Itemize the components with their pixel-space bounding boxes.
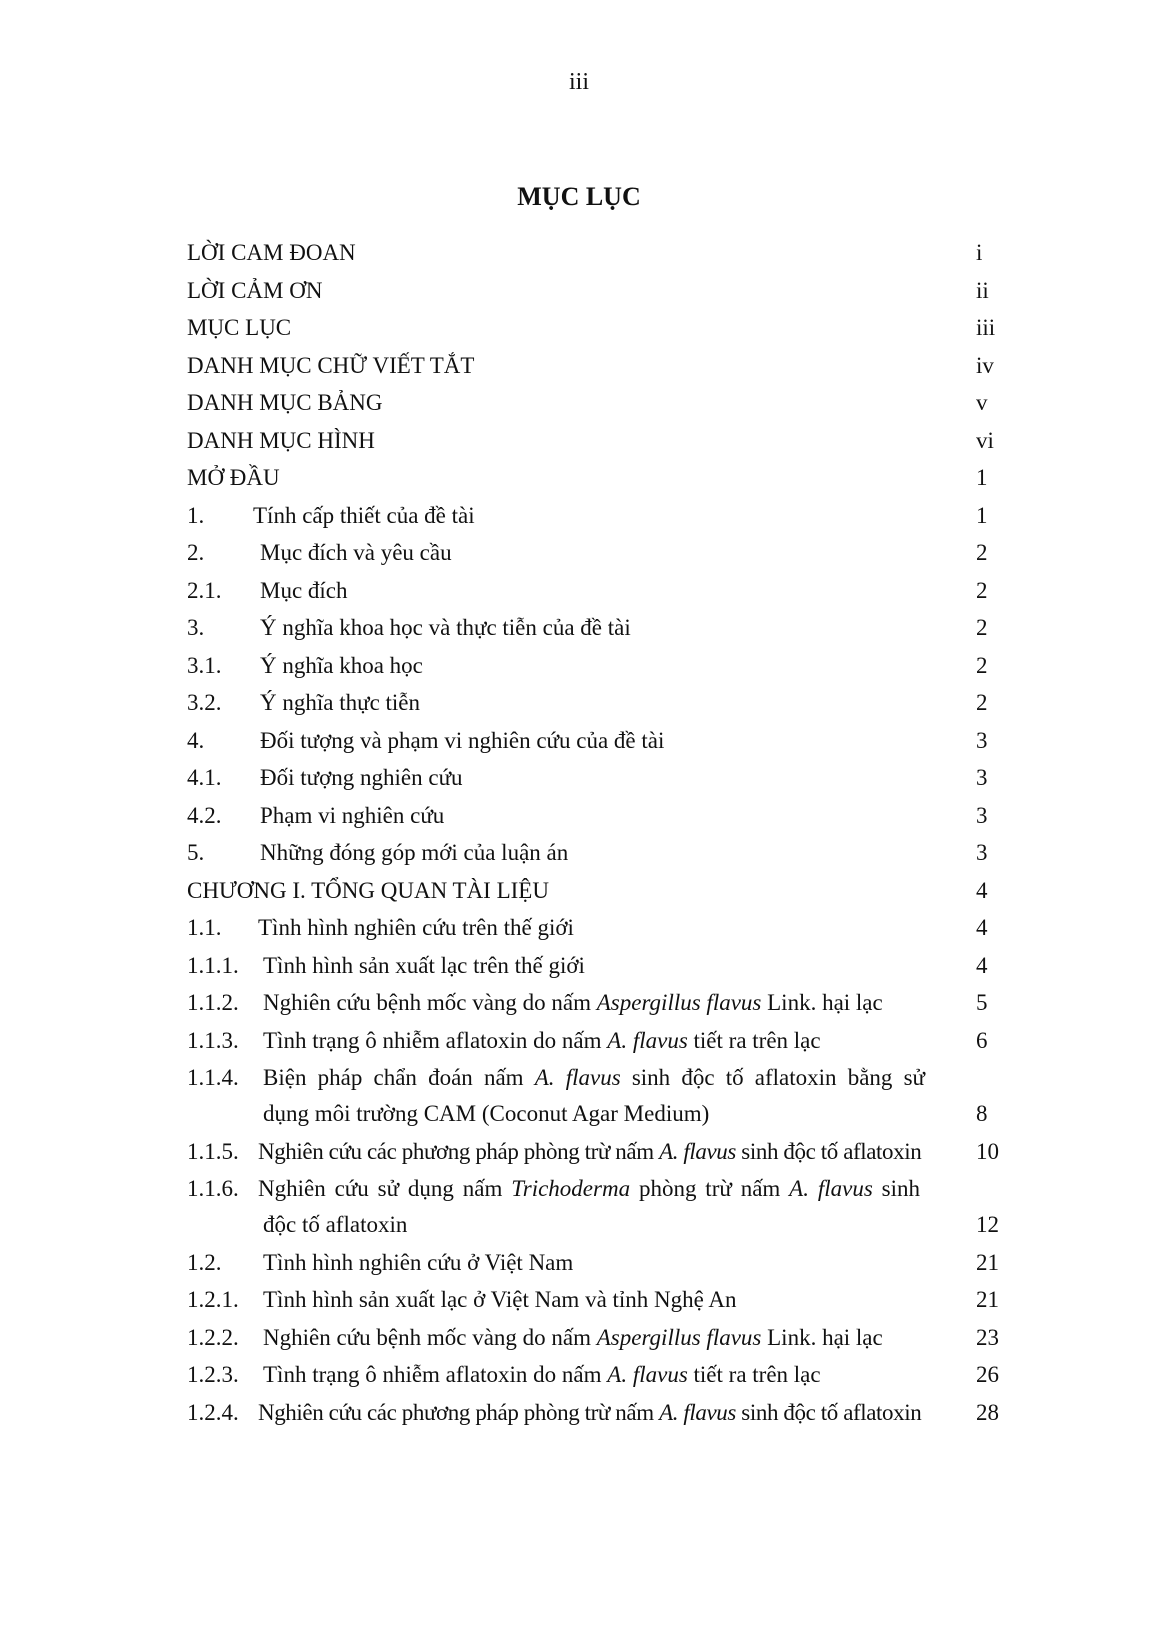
toc-entry-number: 3.1. — [187, 652, 222, 678]
toc-entry-text: Tính cấp thiết của đề tài — [253, 502, 475, 528]
toc-entry-number: 4.2. — [187, 802, 222, 828]
toc-entry-number: 1.1.6. — [187, 1176, 239, 1201]
toc-entry-page: 2 — [976, 690, 988, 715]
toc-entry-page: 8 — [976, 1101, 988, 1126]
toc-entry-page: 2 — [976, 577, 988, 603]
toc-entry-text-part: Tình trạng ô nhiễm aflatoxin do nấm — [263, 1027, 608, 1053]
species-name: A. flavus — [607, 1027, 688, 1053]
toc-entry[interactable] — [0, 1244, 1158, 1282]
toc-entry-page: 28 — [976, 1399, 999, 1425]
toc-entry-page: i — [976, 240, 983, 265]
toc-entry[interactable] — [0, 497, 1158, 535]
toc-entry-number: 1.1.5. — [187, 1138, 239, 1164]
toc-entry-text — [263, 1356, 821, 1394]
toc-entry-text-part: sinh — [872, 1176, 920, 1201]
page-number: iii — [568, 69, 589, 95]
toc-entry-page: iii — [976, 315, 996, 340]
toc-entry-number: 1.2.1. — [187, 1287, 239, 1312]
toc-entry-text: Những đóng góp mới của luận án — [260, 840, 569, 865]
toc-entry[interactable] — [0, 947, 1158, 985]
toc-entry-text-part: Nghiên cứu các phương pháp phòng trừ nấm — [258, 1138, 660, 1164]
toc-entry[interactable] — [0, 1170, 1158, 1206]
toc-entry-text: Tình hình sản xuất lạc trên thế giới — [263, 952, 585, 978]
toc-entry-number: 3.2. — [187, 690, 222, 715]
toc-entry-page: 4 — [976, 915, 988, 940]
toc-entry-page: 26 — [976, 1362, 999, 1387]
toc-entry-page: 6 — [976, 1027, 988, 1053]
toc-entry[interactable] — [0, 909, 1158, 947]
toc-entry[interactable] — [0, 1059, 1158, 1095]
toc-entry-page: 2 — [976, 615, 988, 640]
toc-entry-number: 1.1. — [187, 915, 222, 940]
toc-entry-number: 4.1. — [187, 765, 222, 790]
toc-entry[interactable] — [0, 234, 1158, 272]
toc-entry-number: 3. — [187, 615, 205, 640]
toc-entry-text-part: sinh độc tố aflatoxin — [735, 1138, 922, 1164]
toc-entry-text: Phạm vi nghiên cứu — [260, 802, 445, 828]
toc-entry-text-part: Nghiên cứu bệnh mốc vàng do nấm — [263, 1324, 597, 1350]
toc-entry-text: LỜI CAM ĐOAN — [187, 240, 356, 265]
toc-entry-continuation[interactable] — [0, 1206, 1158, 1244]
toc-entry-page: iv — [976, 352, 994, 378]
toc-entry-text-part: Link. hại lạc — [761, 990, 883, 1015]
toc-entry-text: Tình hình nghiên cứu ở Việt Nam — [263, 1249, 574, 1275]
toc-entry[interactable] — [0, 572, 1158, 610]
toc-entry-page: vi — [976, 427, 994, 453]
toc-entry-text-part: Biện pháp chẩn đoán nấm — [263, 1065, 535, 1090]
toc-entry-page: 2 — [976, 652, 988, 678]
toc-entry-text: Tình hình sản xuất lạc ở Việt Nam và tỉnh Nghệ An — [263, 1287, 737, 1312]
toc-entry-page: 4 — [976, 952, 988, 978]
toc-entry[interactable] — [0, 684, 1158, 722]
toc-entry[interactable] — [0, 347, 1158, 385]
toc-entry-number: 1.2.3. — [187, 1362, 239, 1387]
toc-entry-text: dụng môi trường CAM (Coconut Agar Medium) — [263, 1101, 710, 1126]
toc-entry[interactable] — [0, 1319, 1158, 1357]
toc-entry[interactable] — [0, 1281, 1158, 1319]
toc-entry-number: 1.1.2. — [187, 990, 239, 1015]
toc-entry-text-part: Tình trạng ô nhiễm aflatoxin do nấm — [263, 1362, 608, 1387]
toc-entry[interactable] — [0, 647, 1158, 685]
toc-entry-text: Mục đích và yêu cầu — [260, 540, 452, 565]
toc-entry-text — [258, 1394, 921, 1432]
toc-entry[interactable] — [0, 422, 1158, 460]
toc-entry[interactable] — [0, 984, 1158, 1022]
species-name: Aspergillus flavus — [596, 1324, 762, 1350]
toc-entry-page: 4 — [976, 877, 988, 903]
toc-entry[interactable] — [0, 722, 1158, 760]
toc-entry-text: DANH MỤC BẢNG — [187, 390, 383, 415]
toc-entry[interactable] — [0, 272, 1158, 310]
toc-entry-number: 1.1.4. — [187, 1065, 239, 1090]
species-name: A. flavus — [607, 1362, 688, 1387]
toc-entry-text: LỜI CẢM ƠN — [187, 277, 323, 303]
toc-entry-number: 1.2.4. — [187, 1399, 239, 1425]
toc-entry-text: CHƯƠNG I. TỔNG QUAN TÀI LIỆU — [187, 877, 549, 903]
toc-entry[interactable] — [0, 309, 1158, 347]
toc-entry-text: Mục đích — [260, 577, 348, 603]
toc-entry-text-part: phòng trừ nấm — [630, 1176, 790, 1201]
toc-entry-number: 5. — [187, 840, 205, 865]
toc-entry-number: 1.2. — [187, 1249, 222, 1275]
toc-entry-number: 1.2.2. — [187, 1324, 239, 1350]
toc-entry-text — [263, 1319, 883, 1357]
toc-entry-page: 3 — [976, 765, 988, 790]
species-name: A. flavus — [534, 1065, 621, 1090]
toc-entry[interactable] — [0, 534, 1158, 572]
toc-entry-page: 1 — [976, 465, 988, 490]
toc-entry-number: 4. — [187, 727, 205, 753]
toc-entry-text-part: tiết ra trên lạc — [687, 1027, 821, 1053]
table-of-contents — [0, 234, 1158, 1431]
toc-entry-text: Tình hình nghiên cứu trên thế giới — [258, 915, 574, 940]
toc-entry[interactable] — [0, 459, 1158, 497]
toc-entry-text: độc tố aflatoxin — [263, 1212, 408, 1237]
toc-entry-page: 3 — [976, 727, 988, 753]
toc-entry[interactable] — [0, 872, 1158, 910]
species-name: A. flavus — [659, 1399, 736, 1425]
toc-entry-page: 5 — [976, 990, 988, 1015]
toc-entry-page: ii — [976, 277, 989, 303]
toc-entry-page: v — [976, 390, 988, 415]
toc-entry-page: 21 — [976, 1287, 999, 1312]
toc-entry-page: 1 — [976, 502, 988, 528]
toc-entry[interactable] — [0, 1022, 1158, 1060]
toc-entry-page: 12 — [976, 1212, 999, 1237]
toc-entry-text-part: Nghiên cứu bệnh mốc vàng do nấm — [263, 990, 597, 1015]
toc-entry-text-part: tiết ra trên lạc — [687, 1362, 821, 1387]
toc-entry-text: Ý nghĩa thực tiễn — [260, 690, 421, 715]
toc-entry-page: 2 — [976, 540, 988, 565]
toc-entry[interactable] — [0, 834, 1158, 872]
toc-entry[interactable] — [0, 384, 1158, 422]
toc-entry-text: Ý nghĩa khoa học — [260, 652, 423, 678]
toc-entry-text — [263, 1059, 925, 1097]
species-name: A. flavus — [659, 1138, 736, 1164]
toc-entry[interactable] — [0, 1356, 1158, 1394]
toc-entry-number: 1. — [187, 502, 205, 528]
toc-entry[interactable] — [0, 1394, 1158, 1432]
toc-entry[interactable] — [0, 759, 1158, 797]
toc-entry-page: 10 — [976, 1138, 999, 1164]
toc-entry-text: DANH MỤC CHỮ VIẾT TẮT — [187, 352, 475, 378]
toc-entry-text: Đối tượng và phạm vi nghiên cứu của đề tài — [260, 727, 665, 753]
toc-entry-text: MỤC LỤC — [187, 315, 292, 340]
toc-entry-text — [263, 1022, 821, 1060]
toc-entry-text-part: Nghiên cứu các phương pháp phòng trừ nấm — [258, 1399, 660, 1425]
toc-entry-text — [258, 1170, 920, 1208]
toc-entry-text: Đối tượng nghiên cứu — [260, 765, 463, 790]
toc-entry-text: MỞ ĐẦU — [187, 465, 280, 490]
toc-entry-page: 3 — [976, 802, 988, 828]
toc-entry-number: 1.1.3. — [187, 1027, 239, 1053]
toc-entry[interactable] — [0, 797, 1158, 835]
toc-entry-page: 21 — [976, 1249, 999, 1275]
toc-entry-continuation[interactable] — [0, 1095, 1158, 1133]
toc-entry-text: Ý nghĩa khoa học và thực tiễn của đề tài — [260, 615, 631, 640]
toc-entry-number: 2. — [187, 540, 205, 565]
toc-entry-text-part: sinh độc tố aflatoxin — [735, 1399, 922, 1425]
toc-entry[interactable] — [0, 1133, 1158, 1171]
toc-entry[interactable] — [0, 609, 1158, 647]
toc-entry-page: 3 — [976, 840, 988, 865]
toc-entry-text — [263, 984, 883, 1022]
toc-entry-text-part: Nghiên cứu sử dụng nấm — [258, 1176, 512, 1201]
species-name: Aspergillus flavus — [596, 990, 762, 1015]
toc-entry-text-part: Link. hại lạc — [761, 1324, 883, 1350]
toc-entry-text-part: sinh độc tố aflatoxin bằng sử — [620, 1065, 925, 1090]
page-title: MỤC LỤC — [517, 182, 641, 211]
toc-entry-number: 1.1.1. — [187, 952, 239, 978]
toc-entry-page: 23 — [976, 1324, 999, 1350]
toc-entry-text — [258, 1133, 921, 1171]
species-name: A. flavus — [789, 1176, 873, 1201]
genus-name: Trichoderma — [511, 1176, 631, 1201]
toc-entry-text: DANH MỤC HÌNH — [187, 427, 375, 453]
toc-entry-number: 2.1. — [187, 577, 222, 603]
